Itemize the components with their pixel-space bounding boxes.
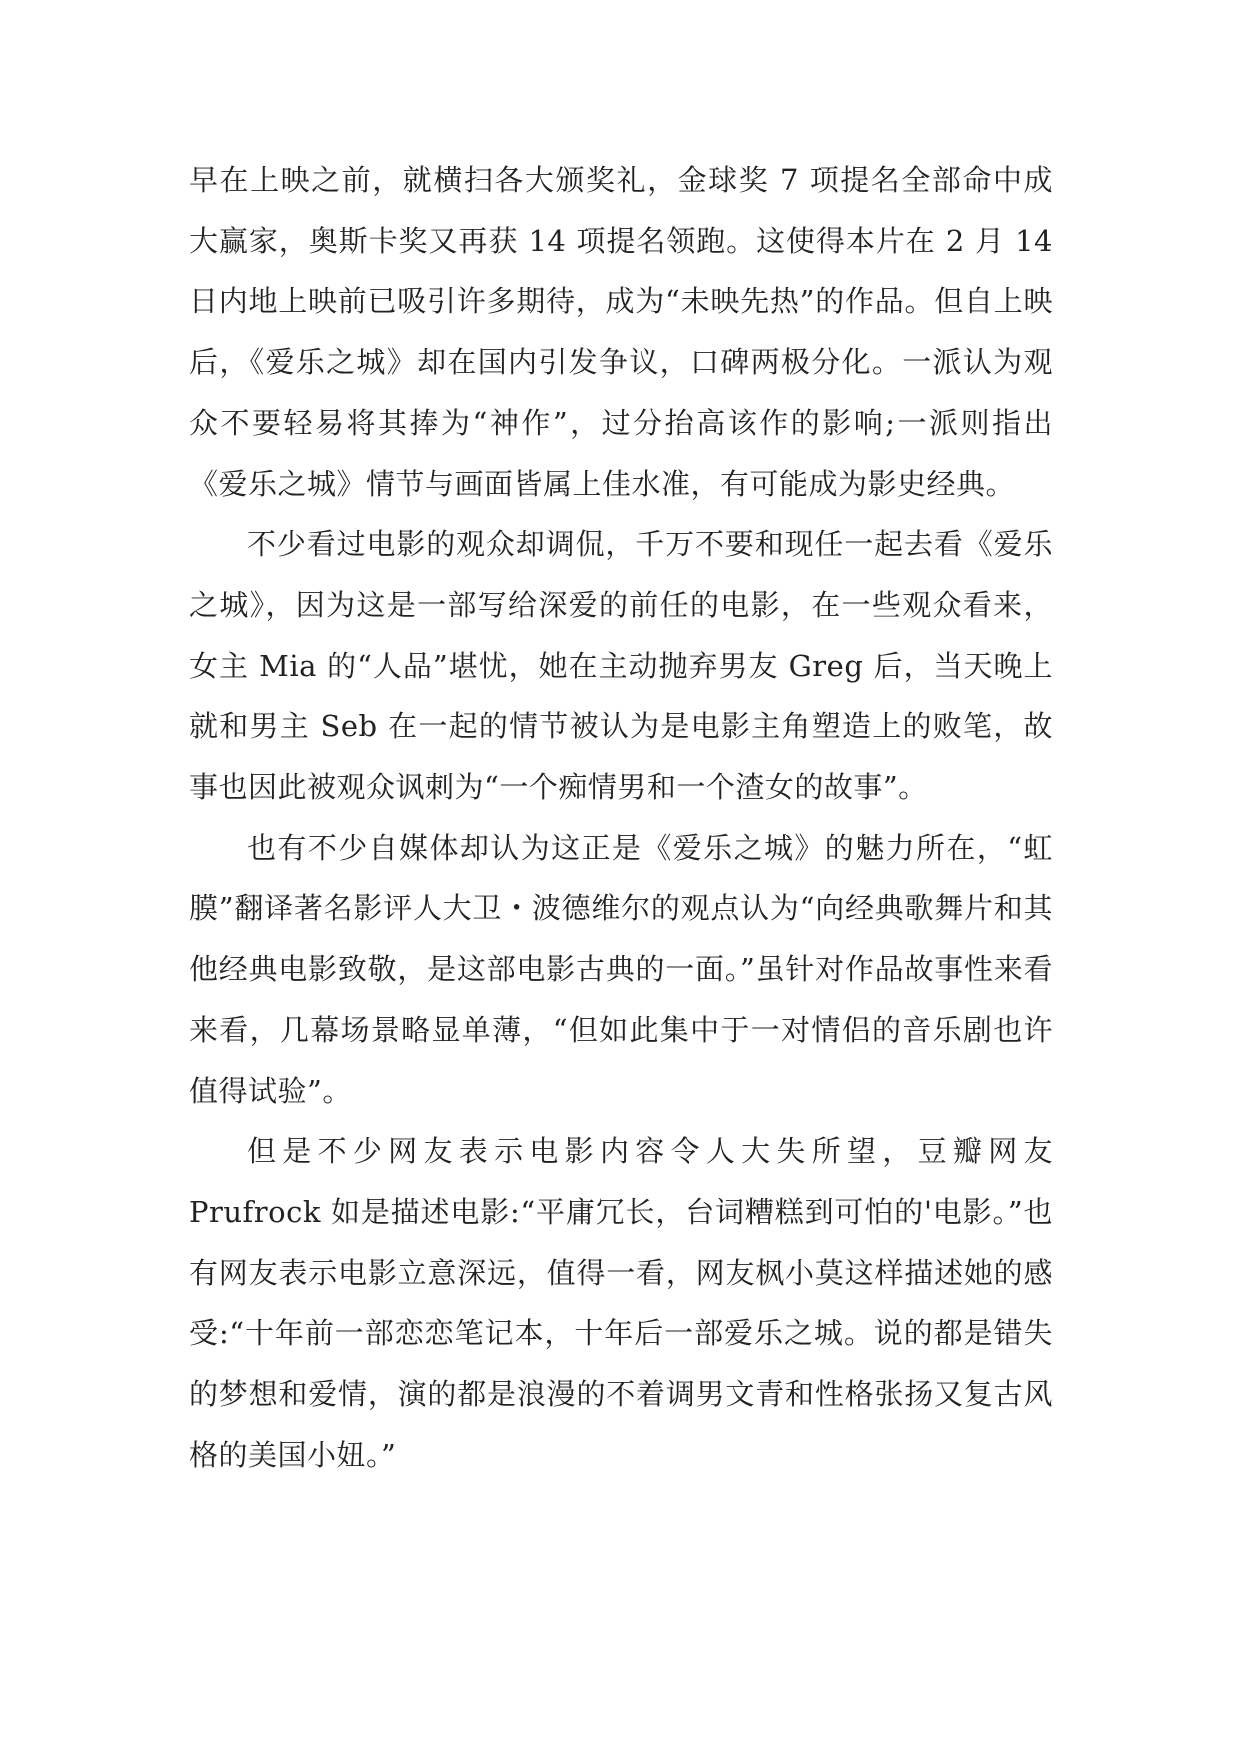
article-body — [189, 150, 1053, 1485]
paragraph-awards: 早在上映之前，就横扫各大颁奖礼，金球奖 7 项提名全部命中成大赢家，奥斯卡奖又再获 14 项提名领跑。这使得本片在 2 月 14 日内地上映前已吸引许多期待，成为“未映先热”的作品。但自上映后，《爱乐之城》却在国内引发争议，口碑两极分化。一派认为观众不要轻易将其捧为“神作”，过分抬高该作的影响;一派则指出《爱乐之城》情节与画面皆属上佳水准，有可能成为影史经典。 — [189, 163, 1053, 501]
paragraph-audience-joke: 不少看过电影的观众却调侃，千万不要和现任一起去看《爱乐之城》，因为这是一部写给深爱的前任的电影，在一些观众看来，女主 Mia 的“人品”堪忧，她在主动抛弃男友 Greg 后，当天晚上就和男主 Seb 在一起的情节被认为是电影主角塑造上的败笔，故事也因此被观众讽刺为“一个痴情男和一个渣女的故事”。 — [189, 527, 1053, 805]
paragraph-media-view: 也有不少自媒体却认为这正是《爱乐之城》的魅力所在，“虹膜”翻译著名影评人大卫・波德维尔的观点认为“向经典歌舞片和其他经典电影致敬，是这部电影古典的一面。”虽针对作品故事性来看来看，几幕场景略显单薄，“但如此集中于一对情侣的音乐剧也许值得试验”。 — [189, 830, 1053, 1108]
paragraph-netizen-view: 但是不少网友表示电影内容令人大失所望，豆瓣网友 Prufrock 如是描述电影:“平庸冗长，台词糟糕到可怕的'电影。”也有网友表示电影立意深远，值得一看，网友枫小莫这样描述她的感受:“十年前一部恋恋笔记本，十年后一部爱乐之城。说的都是错失的梦想和爱情，演的都是浪漫的不着调男文青和性格张扬又复古风格的美国小妞。” — [189, 1134, 1053, 1472]
